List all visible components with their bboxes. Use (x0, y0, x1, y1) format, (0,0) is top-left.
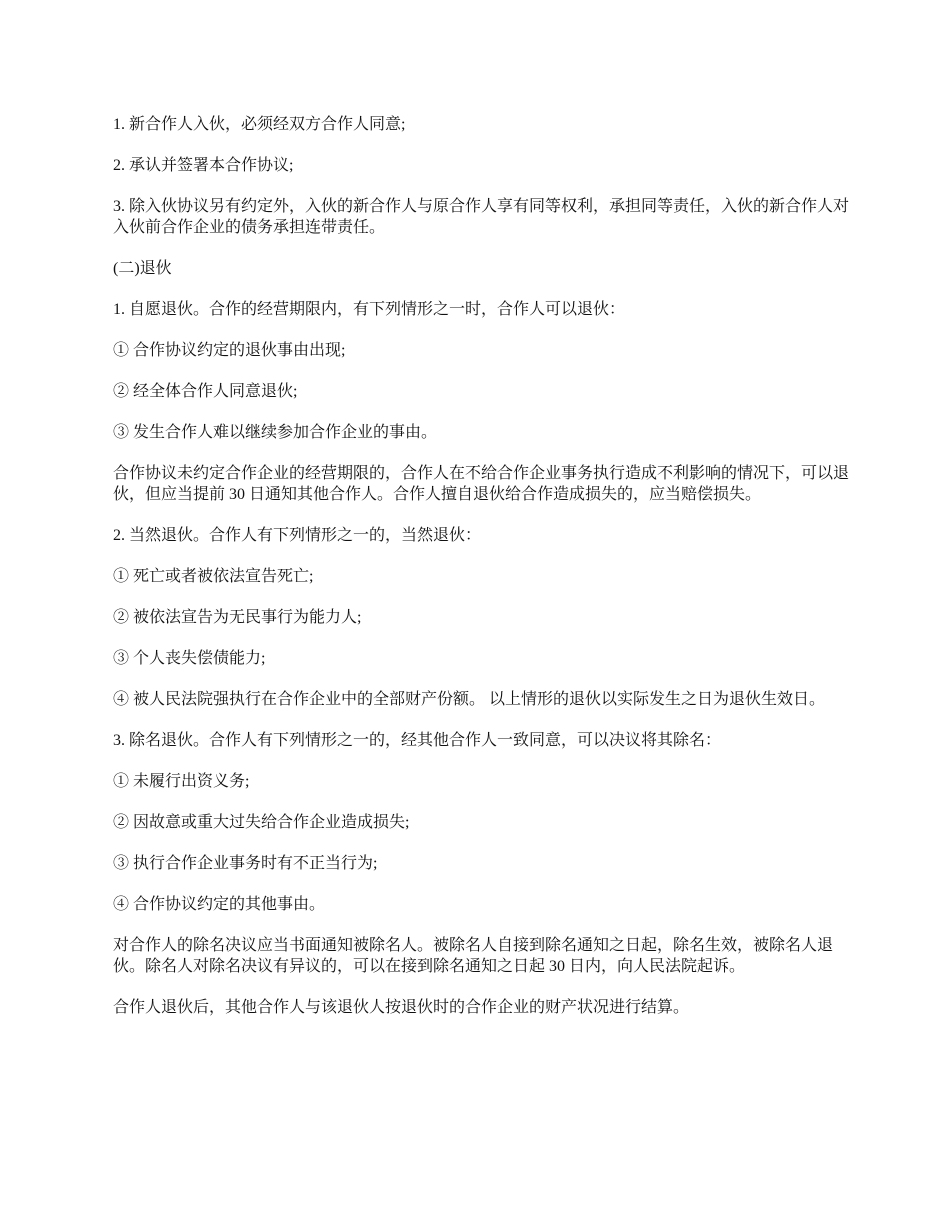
list-item: ① 未履行出资义务; (113, 773, 250, 790)
list-item: ③ 个人丧失偿债能力; (113, 650, 266, 667)
list-item: ② 因故意或重大过失给合作企业造成损失; (113, 814, 410, 831)
paragraph-voluntary-withdrawal: 1. 自愿退伙。合作的经营期限内，有下列情形之一时，合作人可以退伙： (113, 301, 626, 318)
list-item: ② 被依法宣告为无民事行为能力人; (113, 609, 362, 626)
list-item: ③ 发生合作人难以继续参加合作企业的事由。 (113, 424, 438, 441)
list-item: ① 合作协议约定的退伙事由出现; (113, 342, 346, 359)
paragraph-automatic-withdrawal: 2. 当然退伙。合作人有下列情形之一的，当然退伙： (113, 527, 482, 544)
paragraph-admission-sign: 2. 承认并签署本合作协议; (113, 157, 294, 174)
paragraph-settlement: 合作人退伙后，其他合作人与该退伙人按退伙时的合作企业的财产状况进行结算。 (113, 999, 690, 1016)
paragraph-admission-rights: 3. 除入伙协议另有约定外，入伙的新合作人与原合作人享有同等权利，承担同等责任，入伙的新合作人对入伙前合作企业的债务承担连带责任。 (113, 198, 850, 236)
list-item: ③ 执行合作企业事务时有不正当行为; (113, 855, 378, 872)
section-heading-withdrawal: (二)退伙 (113, 260, 172, 277)
list-item: ① 死亡或者被依法宣告死亡; (113, 568, 314, 585)
paragraph-unspecified-term: 合作协议未约定合作企业的经营期限的，合作人在不给合作企业事务执行造成不利影响的情况下，可以退伙，但应当提前 30 日通知其他合作人。合作人擅自退伙给合作造成损失的，应当赔偿损失。 (113, 465, 850, 503)
list-item: ② 经全体合作人同意退伙; (113, 383, 298, 400)
list-item: ④ 合作协议约定的其他事由。 (113, 896, 326, 913)
list-item: ④ 被人民法院强执行在合作企业中的全部财产份额。 以上情形的退伙以实际发生之日为退伙生效日。 (113, 691, 826, 708)
paragraph-admission-consent: 1. 新合作人入伙，必须经双方合作人同意; (113, 116, 406, 133)
paragraph-expulsion: 3. 除名退伙。合作人有下列情形之一的，经其他合作人一致同意，可以决议将其除名： (113, 732, 722, 749)
document-body (113, 114, 853, 1038)
paragraph-expulsion-notice: 对合作人的除名决议应当书面通知被除名人。被除名人自接到除名通知之日起，除名生效，被除名人退伙。除名人对除名决议有异议的，可以在接到除名通知之日起 30 日内，向人民法院起诉。 (113, 937, 834, 975)
